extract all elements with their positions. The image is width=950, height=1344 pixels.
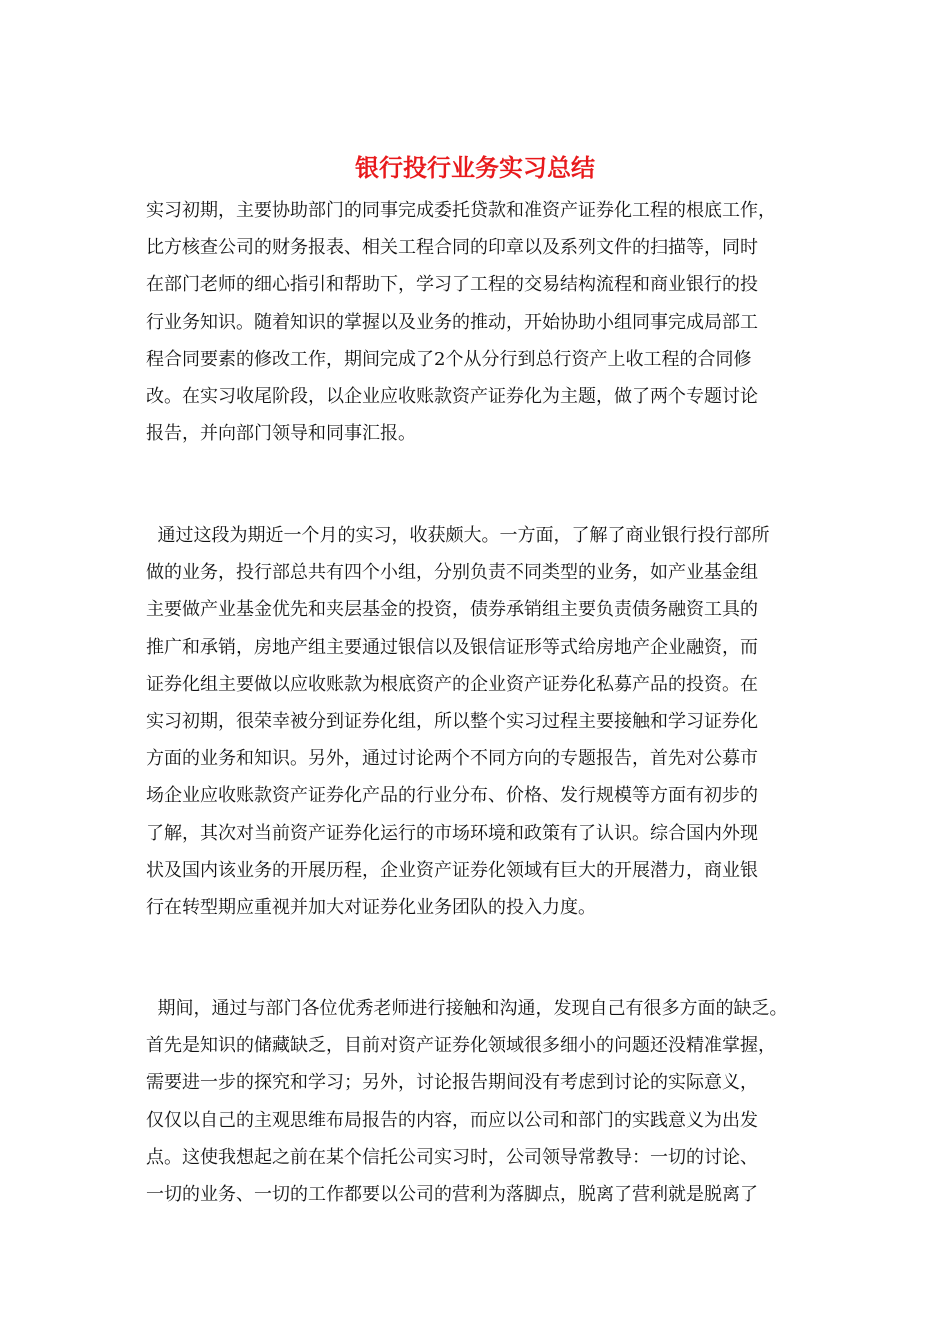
- paragraph-line: 改。在实习收尾阶段，以企业应收账款资产证券化为主题，做了两个专题讨论: [146, 385, 758, 407]
- paragraph-line: 一切的业务、一切的工作都要以公司的营利为落脚点，脱离了营利就是脱离了: [146, 1183, 758, 1205]
- paragraph-line: 状及国内该业务的开展历程，企业资产证券化领域有巨大的开展潜力，商业银: [146, 859, 758, 881]
- paragraph-2: [146, 517, 826, 926]
- paragraph-line: 实习初期，主要协助部门的同事完成委托贷款和准资产证券化工程的根底工作，: [146, 200, 776, 221]
- paragraph-line: 点。这使我想起之前在某个信托公司实习时，公司领导常教导：一切的讨论、: [146, 1146, 758, 1168]
- paragraph-line: 需要进一步的探究和学习；另外，讨论报告期间没有考虑到讨论的实际意义，: [146, 1072, 758, 1094]
- paragraph-line: 主要做产业基金优先和夹层基金的投资，债券承销组主要负责债务融资工具的: [146, 599, 758, 621]
- paragraph-line: 程合同要素的修改工作，期间完成了2个从分行到总行资产上收工程的合同修: [146, 348, 752, 370]
- paragraph-line: 报告，并向部门领导和同事汇报。: [146, 423, 416, 445]
- paragraph-line: 行业务知识。随着知识的掌握以及业务的推动，开始协助小组同事完成局部工: [146, 311, 758, 333]
- paragraph-line: 实习初期，很荣幸被分到证券化组，所以整个实习过程主要接触和学习证券化: [146, 710, 758, 732]
- paragraph-line: 推广和承销，房地产组主要通过银信以及银信证形等式给房地产企业融资，而: [146, 636, 758, 658]
- paragraph-line: 仅仅以自己的主观思维布局报告的内容，而应以公司和部门的实践意义为出发: [146, 1109, 758, 1131]
- paragraph-line: 通过这段为期近一个月的实习，收获颇大。一方面，了解了商业银行投行部所: [146, 525, 770, 546]
- paragraph-line: 行在转型期应重视并加大对证券化业务团队的投入力度。: [146, 896, 596, 918]
- paragraph-line: 场企业应收账款资产证券化产品的行业分布、价格、发行规模等方面有初步的: [146, 785, 758, 807]
- paragraph-line: 比方核查公司的财务报表、相关工程合同的印章以及系列文件的扫描等，同时: [146, 237, 758, 259]
- document-title: 银行投行业务实习总结: [355, 153, 595, 182]
- paragraph-line: 做的业务，投行部总共有四个小组，分别负责不同类型的业务，如产业基金组: [146, 562, 758, 584]
- paragraph-1: [146, 192, 826, 452]
- paragraph-line: 证券化组主要做以应收账款为根底资产的企业资产证券化私募产品的投资。在: [146, 673, 758, 695]
- paragraph-line: 期间，通过与部门各位优秀老师进行接触和沟通，发现自己有很多方面的缺乏。: [146, 998, 788, 1019]
- paragraph-line: 在部门老师的细心指引和帮助下，学习了工程的交易结构流程和商业银行的投: [146, 274, 758, 296]
- paragraph-line: 方面的业务和知识。另外，通过讨论两个不同方向的专题报告，首先对公募市: [146, 748, 758, 770]
- paragraph-line: 首先是知识的储藏缺乏，目前对资产证券化领域很多细小的问题还没精准掌握，: [146, 1035, 776, 1057]
- paragraph-line: 了解，其次对当前资产证券化运行的市场环境和政策有了认识。综合国内外现: [146, 822, 758, 844]
- paragraph-3: [146, 990, 826, 1213]
